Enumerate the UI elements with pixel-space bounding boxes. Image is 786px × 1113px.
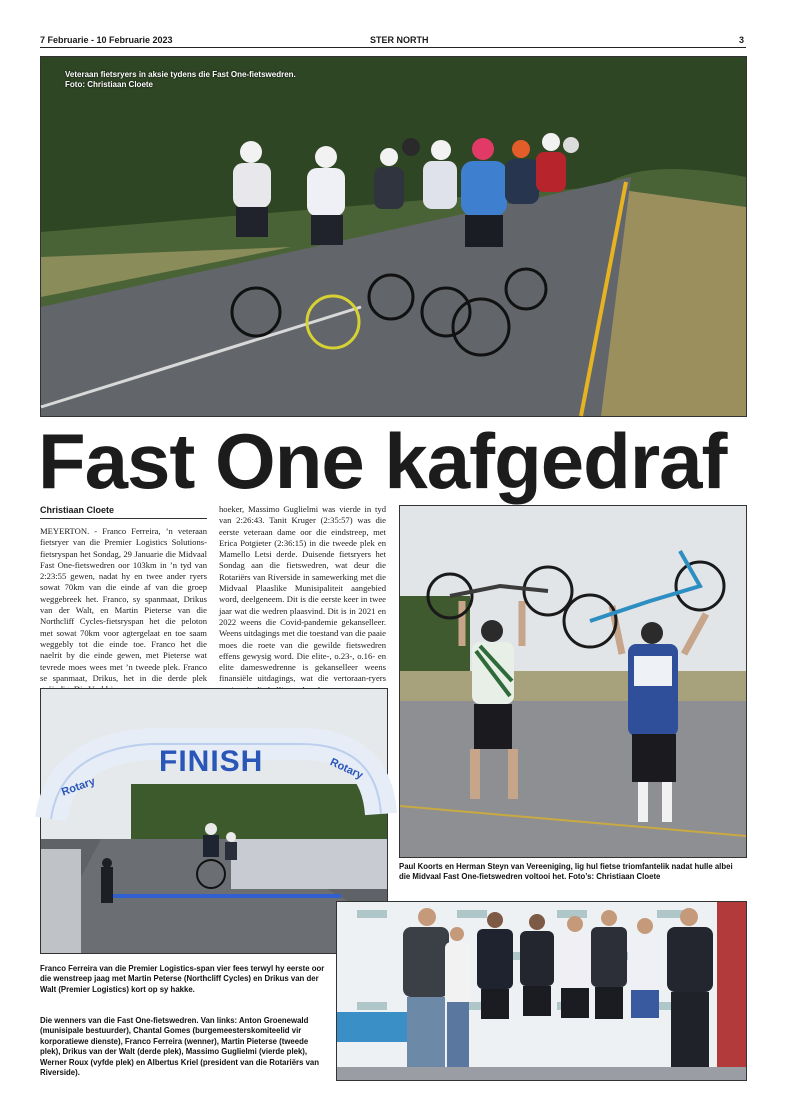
raised-bikes-photo [399, 505, 747, 858]
publication-name: STER NORTH [370, 35, 429, 45]
page-number: 3 [739, 35, 745, 45]
photo-credit: Foto: Christiaan Cloete [65, 80, 154, 89]
byline: Christiaan Cloete [40, 505, 207, 519]
caption-winners: Die wenners van die Fast One-fietswedren. Van links: Anton Groenewald (munisipale bestuurder), Chantal Gomes (burgemeesterskomiteelid vir korporatiewe dienste), Franco Ferreira (wenner), Martin Pieterse (tweede plek), Drikus van der Walt (derde plek), Massimo Guglielmi (vierde plek), Werner Roux (vyfde plek) en Albertus Kriel (president van die Rotariërs van Riverside). [40, 1016, 320, 1078]
issue-date: 7 Februarie - 10 Februarie 2023 [40, 35, 173, 45]
finish-banner-brand-right: Rotary [328, 756, 365, 782]
finish-banner-text: FINISH [159, 745, 264, 778]
winners-podium-photo [336, 901, 747, 1081]
caption-raised-bikes: Paul Koorts en Herman Steyn van Vereeniging, lig hul fietse triomfantelik nadat hulle albei die Midvaal Fast One-fietswedren voltooi het. Foto’s: Christiaan Cloete [399, 862, 733, 882]
photo-caption-line-1: Veteraan fietsryers in aksie tydens die Fast One-fietswedren. [65, 70, 296, 79]
headline: Fast One kafgedraf [38, 417, 727, 505]
finish-banner-brand-left: Rotary [59, 775, 97, 799]
article-column-2: hoeker, Massimo Guglielmi was vierde in tyd van 2:26:43. Tanit Kruger (2:35:57) was die eerste veteraan dame oor die eindstreep, met Erica Potgieter (2:36:15) in die tweede plek en Mamello Letsi derde. Duisende fietsryers het Sondag aan die fietswedren, wat deur die Rotariërs van Riverside in samewerking met die Midvaal Plaaslike Munisipaliteit aangebied word, deelgeneem. Dit is die eerste keer in twee jaar wat die wedren plaasvind. Dit is in 2021 en 2022 weens die Covid-pandemie gekanselleer. Weens uitdagings met die toestand van die paaie moes die roete van die gewilde fietswedren effens gewysig word. Die elite-, o.23-, o.16- en elite dameswedrenne is gekanselleer weens finansiële uitdagings, wat die vertoraan-ryers [219, 504, 386, 684]
caption-finish-line: Franco Ferreira van die Premier Logistics-span vier fees terwyl hy eerste oor die wenstreep jaag met Martin Peterse (Northcliff Cycles) en Drikus van der Walt (Premier Logistics) kort op sy hakke. [40, 964, 325, 994]
header-rule [40, 47, 746, 48]
article-column-1: MEYERTON. - Franco Ferreira, ’n veteraan fietsryer van die Premier Logistics Solutions-fietsryspan het Sondag, 29 Januarie die Midvaal Fast One-fietswedren oor 103km in ’n tyd van 2:23:55 gewen, nadat hy en twee ander ryers sowat 70km van die einde af van die groep weggebreek het. Franco, sy spanmaat, Drikus van der Walt, en Martin Pieterse van die Northcliff Cycles-fietsryspan het die peloton met sowat 70km voor agtergelaat en toe saam weggebly tot die einde toe. Franco het die naelrit by die einde gewen, met Pieterse wat tevrede moes wees met ’n tweede plek. Franco se spanmaat, Drikus, het in die derde plek [40, 526, 207, 683]
cyclists-photo [40, 56, 747, 417]
